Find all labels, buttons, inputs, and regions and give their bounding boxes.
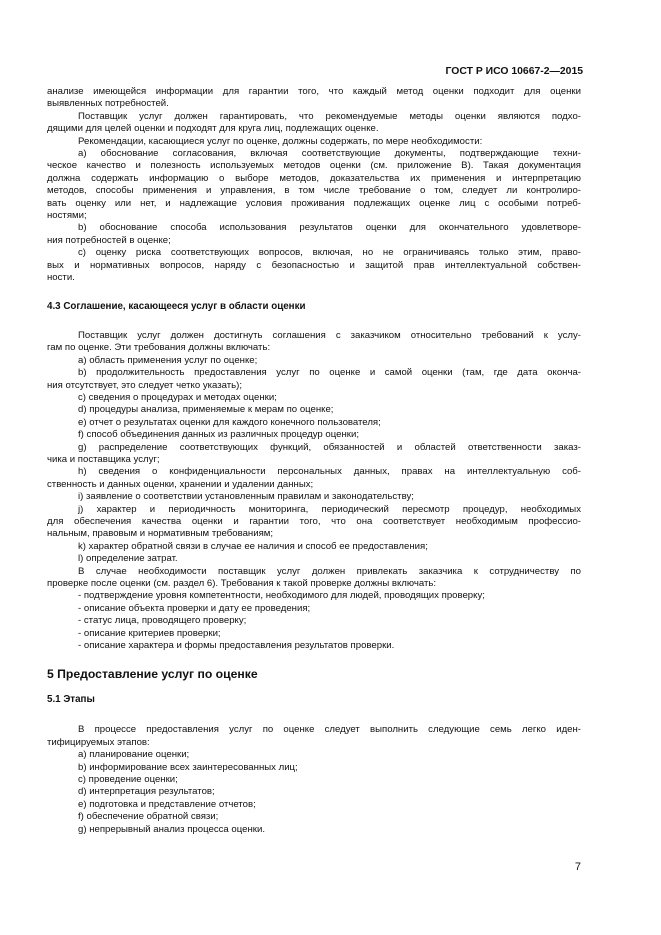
paragraph-line: ческое качество и полезность используемых методов оценки (см. приложение В). Такая документация [47, 160, 581, 172]
paragraph-line: дящими для целей оценки и подходят для круга лиц, подлежащих оценке. [47, 123, 379, 135]
paragraph-line: Рекомендации, касающиеся услуг по оценке, должны содержать, по мере необходимости: [78, 135, 483, 147]
list-item: ния отсутствует, это следует четко указать); [47, 379, 243, 391]
list-item: d) процедуры анализа, применяемые к мерам по оценке; [78, 404, 334, 416]
list-item: е) подготовка и представление отчетов; [78, 798, 256, 810]
list-item: а) планирование оценки; [78, 749, 190, 761]
dash-list-item: - описание объекта проверки и дату ее проведения; [78, 602, 311, 614]
list-item: d) интерпретация результатов; [78, 786, 215, 798]
section-heading-4-3: 4.3 Соглашение, касающееся услуг в области оценки [47, 300, 306, 312]
list-item: j) характер и периодичность мониторинга, периодический пересмотр процедур, необходимых [78, 503, 581, 515]
list-item: нальным, правовым и нормативным требованиям; [47, 528, 274, 540]
dash-list-item: - описание характера и формы предоставления результатов проверки. [78, 640, 395, 652]
paragraph-line: Поставщик услуг должен гарантировать, что рекомендуемые методы оценки являются подхо- [78, 110, 581, 122]
list-item: ственность и данных оценки, хранении и удалении данных; [47, 478, 314, 490]
paragraph-line: вать оценку или нет, и надлежащие условия проживания подлежащих оценке лиц с особыми потреб- [47, 197, 581, 209]
dash-list-item: - подтверждение уровня компетентности, необходимого для людей, проводящих проверку; [78, 590, 485, 602]
paragraph-line: b) обоснование способа использования результатов оценки для окончательного удовлетворе- [78, 222, 581, 234]
paragraph-line: проверке после оценки (см. раздел 6). Требования к такой проверке должны включать: [47, 578, 437, 590]
paragraph-line: ностями; [47, 210, 87, 222]
document-body [47, 86, 581, 836]
list-item: b) информирование всех заинтересованных лиц; [78, 761, 298, 773]
list-item: а) область применения услуг по оценке; [78, 354, 258, 366]
list-item: k) характер обратной связи в случае ее наличия и способ ее предоставления; [78, 540, 428, 552]
paragraph-line: ния потребностей в оценке; [47, 234, 171, 246]
section-heading-5: 5 Предоставление услуг по оценке [47, 667, 258, 682]
dash-list-item: - статус лица, проводящего проверку; [78, 615, 247, 627]
list-item: g) непрерывный анализ процесса оценки. [78, 823, 265, 835]
list-item: b) продолжительность предоставления услуг по оценке и самой оценки (там, где дата оконча- [78, 367, 581, 379]
list-item: с) сведения о процедурах и методах оценки; [78, 391, 277, 403]
list-item: i) заявление о соответствии установленным правилам и законодательству; [78, 491, 414, 503]
paragraph-line: ности. [47, 272, 75, 284]
paragraph-line: анализе имеющейся информации для гарантии того, что каждый метод оценки подходит для оценки [47, 86, 581, 97]
list-item: g) распределение соответствующих функций, обязанностей и областей ответственности заказ- [78, 441, 581, 453]
page-number: 7 [574, 861, 581, 873]
paragraph-line: В процессе предоставления услуг по оценке следует выполнить следующие семь легко иден- [78, 724, 581, 736]
list-item: чика и поставщика услуг; [47, 453, 160, 465]
paragraph-line: а) обоснование согласования, включая соответствующие документы, подтверждающие техни- [78, 148, 581, 160]
paragraph-line: выявленных потребностей. [47, 98, 169, 110]
paragraph-line: гам по оценке. Эти требования должны включать: [47, 342, 271, 354]
list-item: f) способ объединения данных из различных процедур оценки; [78, 429, 360, 441]
list-item: е) отчет о результатах оценки для каждого конечного пользователя; [78, 416, 381, 428]
paragraph-line: должна содержать информацию о выборе методов, доказательства их применения и интерпретацию [47, 172, 581, 184]
list-item: h) сведения о конфиденциальности персональных данных, правах на интеллектуальную соб- [78, 466, 581, 478]
paragraph-line: Поставщик услуг должен достигнуть соглашения с заказчиком относительно требований к услу- [78, 329, 581, 341]
list-item: f) обеспечение обратной связи; [78, 811, 219, 823]
paragraph-line: с) оценку риска соответствующих вопросов, включая, но не ограничиваясь только этим, право- [78, 247, 581, 259]
document-id: ГОСТ Р ИСО 10667-2—2015 [445, 66, 583, 77]
section-heading-5-1: 5.1 Этапы [47, 693, 95, 705]
paragraph-line: методов, способы применения и управления, в том числе требование о том, следует ли контролиро- [47, 185, 581, 197]
paragraph-line: В случае необходимости поставщик услуг должен привлекать заказчика к сотрудничеству по [78, 565, 581, 577]
paragraph-line: вых и нормативных вопросов, наряду с безопасностью и защитой прав интеллектуальной собствен- [47, 259, 581, 271]
list-item: для обеспечения качества оценки и гарантии того, что она соответствует необходимым профессио- [47, 516, 581, 527]
dash-list-item: - описание критериев проверки; [78, 627, 221, 639]
paragraph-line: тифицируемых этапов: [47, 736, 150, 748]
list-item: с) проведение оценки; [78, 773, 178, 785]
list-item: l) определение затрат. [78, 553, 178, 565]
